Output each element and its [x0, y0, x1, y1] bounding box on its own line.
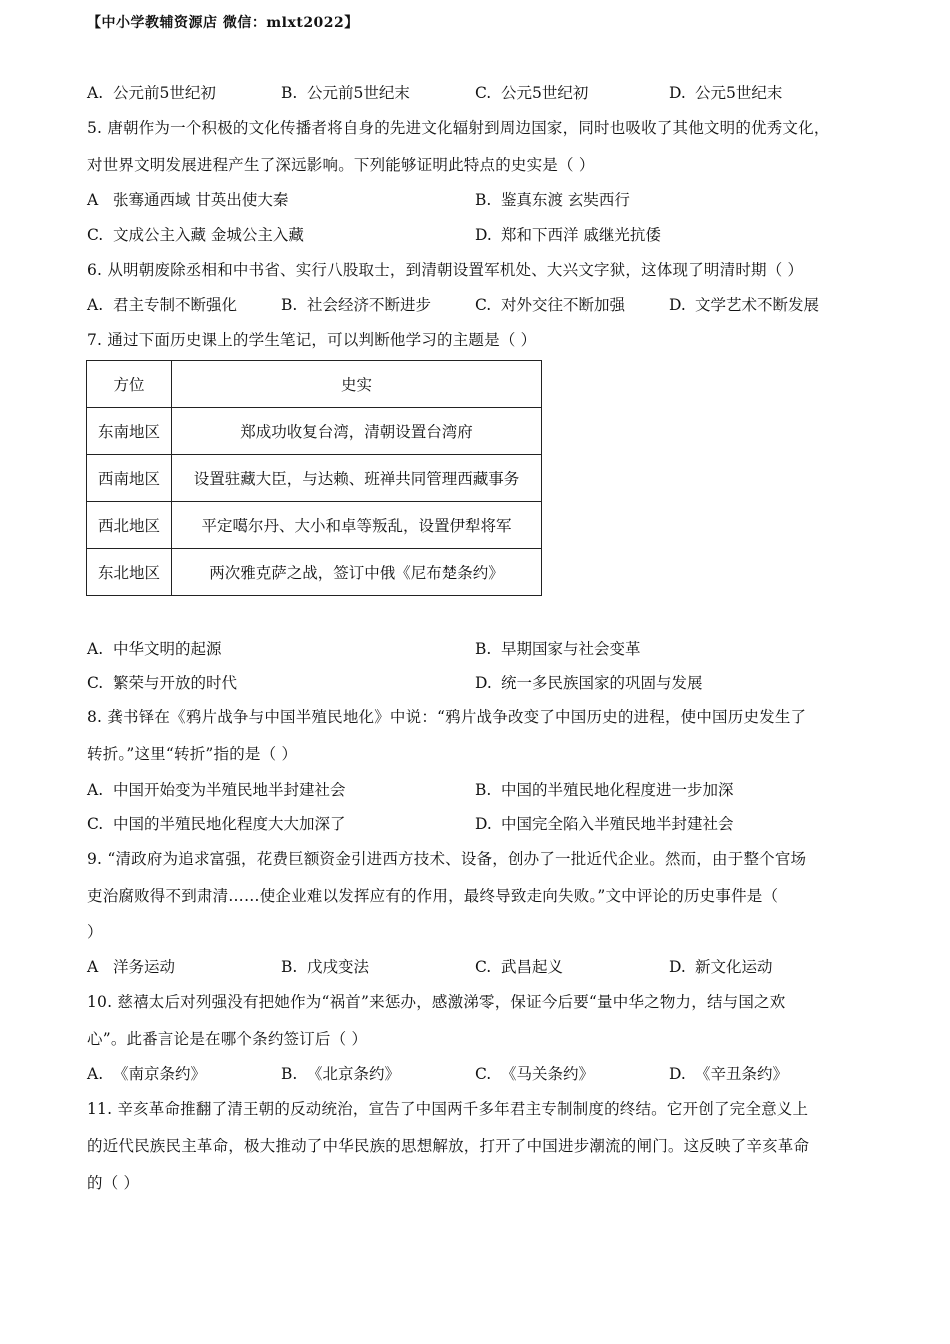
q8-text-line: 转折。”这里“转折”指的是（ ）: [87, 745, 298, 763]
q7-text-line: 7. 通过下面历史课上的学生笔记，可以判断他学习的主题是（ ）: [87, 331, 537, 349]
q10-text-line: 心”。此番言论是在哪个条约签订后（ ）: [87, 1030, 368, 1048]
q4-option-c: C. 公元5世纪初: [475, 84, 589, 102]
q5-text-line: 5. 唐朝作为一个积极的文化传播者将自身的先进文化辐射到周边国家，同时也吸收了其他文明的优秀文化，: [87, 119, 830, 137]
q8-text-line: 8. 龚书铎在《鸦片战争与中国半殖民地化》中说：“鸦片战争改变了中国历史的进程，使中国历史发生了: [87, 708, 807, 726]
table-header-cell: 史实: [172, 361, 542, 408]
q9-text-line: 吏治腐败得不到肃清……使企业难以发挥应有的作用，最终导致走向失败。”文中评论的历史事件是（: [87, 887, 779, 905]
q8-option-b: B. 中国的半殖民地化程度进一步加深: [475, 781, 734, 799]
q6-option-b: B. 社会经济不断进步: [281, 296, 432, 314]
q6-option-a: A. 君主专制不断强化: [87, 296, 238, 314]
table-row: [87, 408, 542, 455]
q5-option-b: B. 鉴真东渡 玄奘西行: [475, 191, 630, 209]
q5-text-line: 对世界文明发展进程产生了深远影响。下列能够证明此特点的史实是（ ）: [87, 156, 595, 174]
q11-text-line: 11. 辛亥革命推翻了清王朝的反动统治，宣告了中国两千多年君主专制制度的终结。它开创了完全意义上: [87, 1100, 809, 1118]
table-cell: 西南地区: [87, 455, 172, 502]
q7-option-c: C. 繁荣与开放的时代: [87, 674, 238, 692]
q10-option-c: C. 《马关条约》: [475, 1065, 595, 1083]
table-row: [87, 502, 542, 549]
q8-option-c: C. 中国的半殖民地化程度大大加深了: [87, 815, 346, 833]
q6-text-line: 6. 从明朝废除丞相和中书省、实行八股取士，到清朝设置军机处、大兴文字狱，这体现了明清时期（ ）: [87, 261, 804, 279]
q4-option-a: A. 公元前5世纪初: [87, 84, 216, 102]
q6-option-d: D. 文学艺术不断发展: [669, 296, 820, 314]
q11-text-line: 的（ ）: [87, 1174, 140, 1192]
q5-option-d: D. 郑和下西洋 戚继光抗倭: [475, 226, 661, 244]
q11-text-line: 的近代民族民主革命，极大推动了中华民族的思想解放，打开了中国进步潮流的闸门。这反映了辛亥革命: [87, 1137, 810, 1155]
q7-option-d: D. 统一多民族国家的巩固与发展: [475, 674, 703, 692]
table-header-cell: 方位: [87, 361, 172, 408]
table-cell: 设置驻藏大臣，与达赖、班禅共同管理西藏事务: [172, 455, 542, 502]
table-cell: 东北地区: [87, 549, 172, 596]
q5-option-c: C. 文成公主入藏 金城公主入藏: [87, 226, 304, 244]
q6-option-c: C. 对外交往不断加强: [475, 296, 626, 314]
q10-option-d: D. 《辛丑条约》: [669, 1065, 789, 1083]
q4-option-b: B. 公元前5世纪末: [281, 84, 410, 102]
q10-text-line: 10. 慈禧太后对列强没有把她作为“祸首”来惩办，感激涕零，保证今后要“量中华之物力，结与国之欢: [87, 993, 786, 1011]
table-cell: 东南地区: [87, 408, 172, 455]
q9-option-a: A 洋务运动: [87, 958, 176, 976]
q8-option-d: D. 中国完全陷入半殖民地半封建社会: [475, 815, 734, 833]
q5-option-a: A 张骞通西域 甘英出使大秦: [87, 191, 289, 209]
student-notes-table: [86, 360, 542, 596]
table-cell: 平定噶尔丹、大小和卓等叛乱，设置伊犁将军: [172, 502, 542, 549]
table-cell: 西北地区: [87, 502, 172, 549]
table-row: [87, 455, 542, 502]
table-cell: 郑成功收复台湾，清朝设置台湾府: [172, 408, 542, 455]
table-cell: 两次雅克萨之战，签订中俄《尼布楚条约》: [172, 549, 542, 596]
q9-option-d: D. 新文化运动: [669, 958, 773, 976]
q8-option-a: A. 中国开始变为半殖民地半封建社会: [87, 781, 346, 799]
page-header: 【中小学教辅资源店 微信：mlxt2022】: [87, 15, 359, 31]
q9-text-line: ）: [87, 923, 103, 941]
q10-option-b: B. 《北京条约》: [281, 1065, 401, 1083]
q10-option-a: A. 《南京条约》: [87, 1065, 207, 1083]
q4-option-d: D. 公元5世纪末: [669, 84, 783, 102]
q7-option-a: A. 中华文明的起源: [87, 640, 222, 658]
q9-option-c: C. 武昌起义: [475, 958, 564, 976]
q9-option-b: B. 戊戌变法: [281, 958, 370, 976]
q7-option-b: B. 早期国家与社会变革: [475, 640, 641, 658]
table-header-row: [87, 361, 542, 408]
table-row: [87, 549, 542, 596]
q9-text-line: 9. “清政府为追求富强，花费巨额资金引进西方技术、设备，创办了一批近代企业。然而，由于整个官场: [87, 850, 807, 868]
